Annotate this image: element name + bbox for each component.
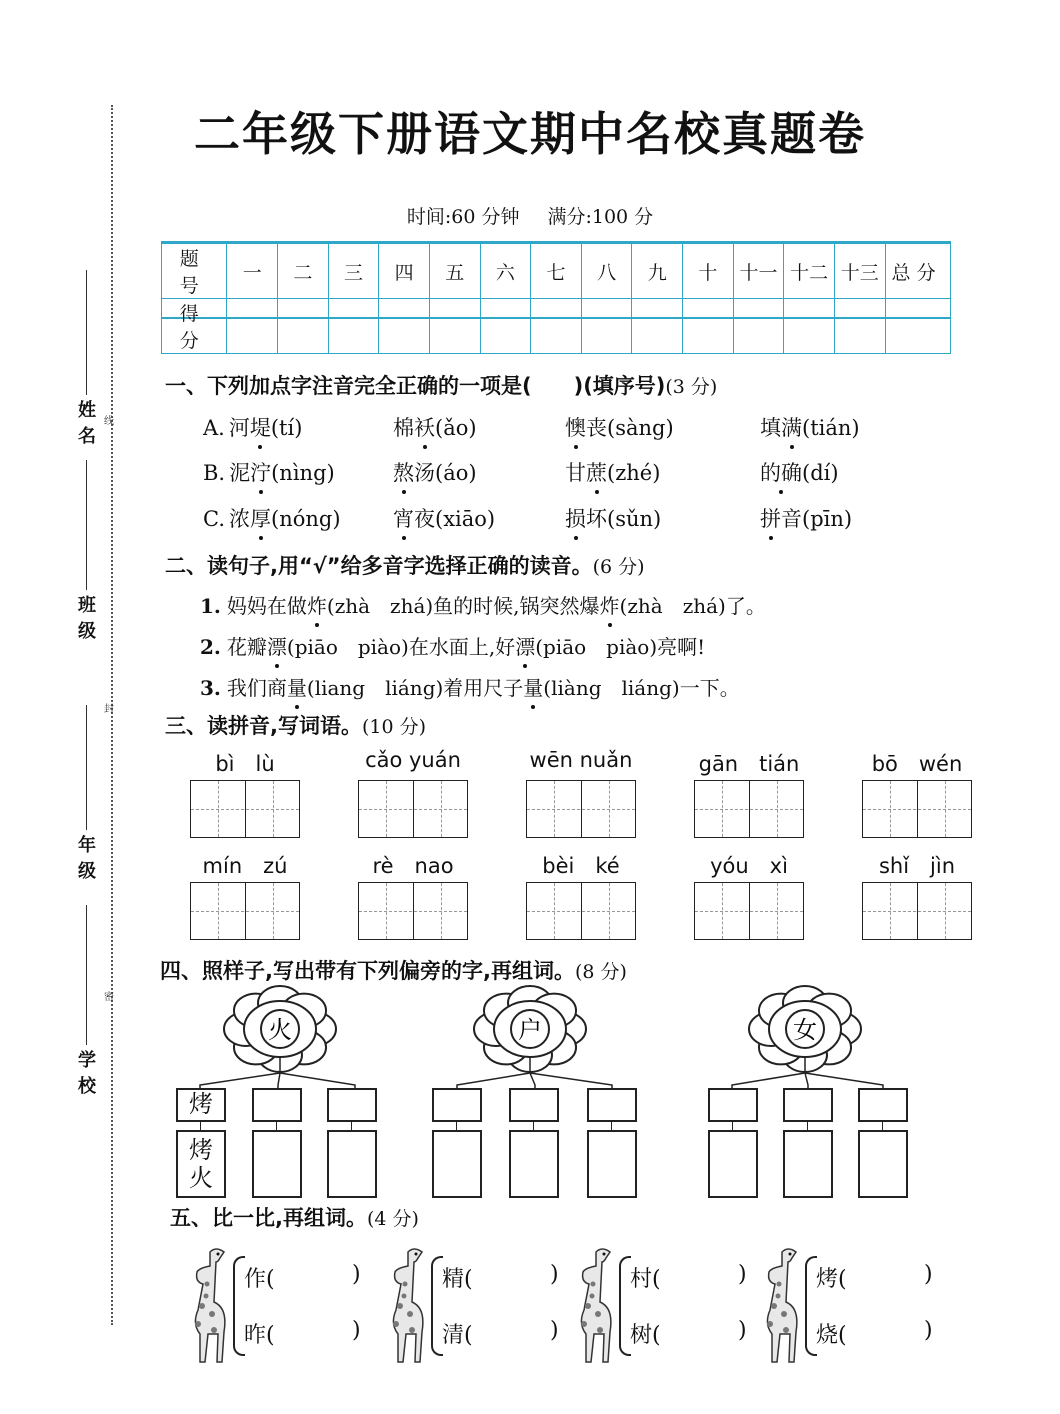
score-cell[interactable] xyxy=(227,299,278,354)
compare-char: 村( xyxy=(630,1267,661,1292)
tianzige-box[interactable] xyxy=(190,882,300,940)
q3-heading: 三、读拼音,写词语。(10 分) xyxy=(165,714,427,738)
option-pinyin: (nóng) xyxy=(271,507,341,531)
q1-option-item xyxy=(760,457,839,487)
col-header: 十一 xyxy=(733,244,784,299)
score-cell[interactable] xyxy=(784,299,835,354)
pinyin-prompt: bō wén xyxy=(871,752,963,776)
word-answer-box[interactable] xyxy=(587,1130,637,1198)
option-text: 浓 xyxy=(229,507,250,531)
col-header: 四 xyxy=(379,244,430,299)
example-word-2: 火 xyxy=(189,1164,213,1192)
exam-info xyxy=(0,202,1060,229)
close-paren: ) xyxy=(352,1262,361,1287)
giraffe-icon xyxy=(378,1244,428,1366)
dotted-char: 量 xyxy=(286,676,307,700)
score-cell[interactable] xyxy=(328,299,379,354)
pinyin-prompt: bèi ké xyxy=(542,854,620,878)
compare-char: 烧( xyxy=(816,1323,847,1348)
exam-full-score: 满分:100 分 xyxy=(547,206,654,228)
option-pinyin: 音(pīn) xyxy=(781,507,853,531)
pinyin-prompt: cǎo yuán xyxy=(365,748,461,772)
q1-option-item xyxy=(203,412,302,442)
dotted-char: 蔗 xyxy=(586,461,607,485)
box-connector xyxy=(456,1122,457,1130)
compare-char: 作( xyxy=(244,1267,275,1292)
page-title: 二年级下册语文期中名校真题卷 xyxy=(194,107,866,161)
char-answer-box[interactable] xyxy=(509,1088,559,1122)
q2-sentence xyxy=(200,672,740,701)
tianzige-box[interactable] xyxy=(526,780,636,838)
score-cell[interactable] xyxy=(429,299,480,354)
example-char: 烤 xyxy=(189,1090,213,1118)
option-pinyin: (zhé) xyxy=(607,461,661,485)
q4-heading: 四、照样子,写出带有下列偏旁的字,再组词。(8 分) xyxy=(160,959,627,983)
compare-char: 树( xyxy=(630,1323,661,1348)
col-header: 七 xyxy=(531,244,582,299)
box-connector xyxy=(276,1122,277,1130)
school-label: 学校 xyxy=(75,1050,96,1102)
close-paren: ) xyxy=(924,1318,933,1343)
tianzige-box[interactable] xyxy=(862,882,972,940)
dotted-char: 熬 xyxy=(393,461,414,485)
giraffe-icon xyxy=(180,1244,230,1366)
q2-sentence xyxy=(200,590,766,619)
box-connector xyxy=(611,1122,612,1130)
option-pinyin: (tí) xyxy=(270,416,303,440)
dotted-char: 炸 xyxy=(599,594,620,618)
col-header: 九 xyxy=(632,244,683,299)
word-answer-blank[interactable] xyxy=(486,1318,548,1346)
option-pinyin: 丧(sàng) xyxy=(586,416,674,440)
dotted-char: 堤 xyxy=(249,416,271,440)
score-row-scores xyxy=(162,299,951,354)
compare-char: 昨( xyxy=(244,1323,275,1348)
dotted-char: 损 xyxy=(565,507,586,531)
pinyin-prompt: rè nao xyxy=(372,854,454,878)
option-pinyin: (tián) xyxy=(802,416,860,440)
word-answer-blank[interactable] xyxy=(288,1262,350,1290)
score-cell[interactable] xyxy=(733,299,784,354)
dotted-char: 厚 xyxy=(250,507,271,531)
box-connector xyxy=(732,1122,733,1130)
class-line xyxy=(86,460,87,590)
word-answer-blank[interactable] xyxy=(674,1262,736,1290)
q1-option-label: C. xyxy=(203,507,225,531)
q1-option-item xyxy=(565,457,660,487)
col-header: 六 xyxy=(480,244,531,299)
word-answer-box[interactable] xyxy=(176,1130,226,1198)
box-connector xyxy=(351,1122,352,1130)
sentence-number: 1. xyxy=(200,594,221,618)
close-paren: ) xyxy=(550,1318,559,1343)
col-header: 十三 xyxy=(834,244,885,299)
col-header: 总 分 xyxy=(885,244,950,299)
sentence-text: 妈妈在做 xyxy=(226,594,307,618)
option-pinyin: 汤(áo) xyxy=(414,461,477,485)
word-answer-box[interactable] xyxy=(252,1130,302,1198)
q1-option-item xyxy=(760,503,852,533)
col-header: 三 xyxy=(328,244,379,299)
row-label-score: 得 分 xyxy=(162,299,227,354)
score-cell[interactable] xyxy=(379,299,430,354)
option-text: 甘 xyxy=(565,461,586,485)
word-answer-box[interactable] xyxy=(708,1130,758,1198)
dotted-char: 拼 xyxy=(760,507,781,531)
pinyin-prompt: gān tián xyxy=(698,752,800,776)
close-paren: ) xyxy=(924,1262,933,1287)
option-text: 棉 xyxy=(393,416,414,440)
pinyin-prompt: wēn nuǎn xyxy=(529,748,633,772)
compare-char: 精( xyxy=(442,1267,473,1292)
tianzige-box[interactable] xyxy=(190,780,300,838)
pinyin-prompt: bì lù xyxy=(215,752,275,776)
sentence-text: 花瓣 xyxy=(226,635,267,659)
binding-tiny-1: 线 xyxy=(104,416,114,427)
tianzige-box[interactable] xyxy=(694,882,804,940)
grade-line xyxy=(86,705,87,830)
q1-option-item xyxy=(393,412,477,442)
close-paren: ) xyxy=(738,1262,747,1287)
char-answer-box[interactable] xyxy=(432,1088,482,1122)
score-cell[interactable] xyxy=(531,299,582,354)
q5-heading: 五、比一比,再组词。(4 分) xyxy=(170,1206,419,1230)
word-answer-blank[interactable] xyxy=(860,1318,922,1346)
char-answer-box[interactable] xyxy=(252,1088,302,1122)
box-connector xyxy=(533,1122,534,1130)
binding-tiny-3: 密 xyxy=(104,992,114,1003)
col-header: 十二 xyxy=(784,244,835,299)
score-cell[interactable] xyxy=(834,299,885,354)
option-text: 河 xyxy=(228,416,250,440)
close-paren: ) xyxy=(352,1318,361,1343)
word-answer-blank[interactable] xyxy=(860,1262,922,1290)
option-pinyin: 确(dí) xyxy=(781,461,839,485)
score-cell[interactable] xyxy=(632,299,683,354)
option-pinyin: (ǎo) xyxy=(435,416,477,440)
score-cell[interactable] xyxy=(683,299,734,354)
score-cell[interactable] xyxy=(480,299,531,354)
word-answer-blank[interactable] xyxy=(486,1262,548,1290)
pinyin-prompt: mín zú xyxy=(202,854,288,878)
radical-char: 户 xyxy=(518,1016,542,1044)
dotted-char: 宵 xyxy=(393,507,414,531)
box-connector xyxy=(200,1122,201,1130)
name-label: 姓名 xyxy=(75,400,96,452)
close-paren: ) xyxy=(550,1262,559,1287)
q1-option-label: A. xyxy=(203,416,225,440)
box-connector xyxy=(807,1122,808,1130)
sentence-text: (piāo piào)亮啊! xyxy=(535,635,706,659)
word-answer-box[interactable] xyxy=(432,1130,482,1198)
binding-dotted-line xyxy=(111,105,113,1325)
word-answer-blank[interactable] xyxy=(674,1318,736,1346)
name-line xyxy=(86,270,87,395)
giraffe-icon xyxy=(566,1244,616,1366)
char-answer-box[interactable] xyxy=(327,1088,377,1122)
dotted-char: 量 xyxy=(523,676,544,700)
q1-option-item xyxy=(203,457,335,487)
score-cell[interactable] xyxy=(885,299,950,354)
dotted-char: 懊 xyxy=(565,416,586,440)
sentence-number: 3. xyxy=(200,676,221,700)
score-row-headers xyxy=(162,244,951,299)
sentence-text: (piāo piào)在水面上,好 xyxy=(286,635,516,659)
q1-option-item xyxy=(393,457,477,487)
sentence-text: (liàng liáng)一下。 xyxy=(543,676,740,700)
q1-option-item xyxy=(565,503,661,533)
word-answer-blank[interactable] xyxy=(288,1318,350,1346)
col-header: 五 xyxy=(429,244,480,299)
word-answer-box[interactable] xyxy=(783,1130,833,1198)
score-cell[interactable] xyxy=(581,299,632,354)
dotted-char: 袄 xyxy=(414,416,435,440)
exam-time: 时间:60 分钟 xyxy=(406,206,520,228)
char-answer-box[interactable] xyxy=(176,1088,226,1122)
word-answer-box[interactable] xyxy=(327,1130,377,1198)
col-header: 二 xyxy=(278,244,329,299)
word-answer-box[interactable] xyxy=(858,1130,908,1198)
col-header: 十 xyxy=(683,244,734,299)
box-connector xyxy=(882,1122,883,1130)
score-table xyxy=(161,241,951,352)
class-label: 班级 xyxy=(75,595,96,647)
dotted-char: 漂 xyxy=(515,635,536,659)
option-text: 填 xyxy=(760,416,781,440)
sentence-text: (zhà zhá)鱼的时候,锅突然爆 xyxy=(326,594,600,618)
compare-char: 清( xyxy=(442,1323,473,1348)
q1-option-item xyxy=(203,503,341,533)
q1-option-item xyxy=(393,503,495,533)
char-answer-box[interactable] xyxy=(708,1088,758,1122)
pinyin-prompt: yóu xì xyxy=(710,854,788,878)
binding-tiny-2: 封 xyxy=(104,704,114,715)
option-pinyin: (nìng) xyxy=(271,461,335,485)
char-answer-box[interactable] xyxy=(858,1088,908,1122)
q2-heading: 二、读句子,用“√”给多音字选择正确的读音。(6 分) xyxy=(165,554,645,578)
option-pinyin: 坏(sǔn) xyxy=(586,507,662,531)
col-header: 八 xyxy=(581,244,632,299)
q1-option-item xyxy=(760,412,860,442)
sentence-text: (zhà zhá)了。 xyxy=(619,594,766,618)
sentence-number: 2. xyxy=(200,635,221,659)
radical-char: 女 xyxy=(793,1016,817,1044)
col-header: 一 xyxy=(227,244,278,299)
dotted-char: 漂 xyxy=(266,635,287,659)
grade-label: 年级 xyxy=(75,835,96,887)
option-text: 的 xyxy=(760,461,781,485)
char-answer-box[interactable] xyxy=(783,1088,833,1122)
q1-heading: 一、下列加点字注音完全正确的一项是( )(填序号)(3 分) xyxy=(165,374,718,398)
q1-option-label: B. xyxy=(203,461,226,485)
row-label-question: 题 号 xyxy=(162,244,227,299)
score-cell[interactable] xyxy=(278,299,329,354)
tianzige-box[interactable] xyxy=(358,882,468,940)
q2-sentence xyxy=(200,631,705,660)
close-paren: ) xyxy=(738,1318,747,1343)
word-answer-box[interactable] xyxy=(509,1130,559,1198)
dotted-char: 满 xyxy=(781,416,802,440)
char-answer-box[interactable] xyxy=(587,1088,637,1122)
tianzige-box[interactable] xyxy=(694,780,804,838)
radical-char: 火 xyxy=(268,1016,292,1044)
q1-option-item xyxy=(565,412,674,442)
dotted-char: 泞 xyxy=(250,461,272,485)
giraffe-icon xyxy=(752,1244,802,1366)
compare-char: 烤( xyxy=(816,1267,847,1292)
option-text: 泥 xyxy=(229,461,251,485)
pinyin-prompt: shǐ jìn xyxy=(878,854,956,878)
school-line xyxy=(86,905,87,1045)
sentence-text: 我们商 xyxy=(226,676,287,700)
sentence-text: (liang liáng)着用尺子 xyxy=(306,676,524,700)
tianzige-box[interactable] xyxy=(862,780,972,838)
tianzige-box[interactable] xyxy=(526,882,636,940)
tianzige-box[interactable] xyxy=(358,780,468,838)
example-word-1: 烤 xyxy=(189,1136,213,1164)
option-pinyin: 夜(xiāo) xyxy=(414,507,496,531)
dotted-char: 炸 xyxy=(306,594,327,618)
